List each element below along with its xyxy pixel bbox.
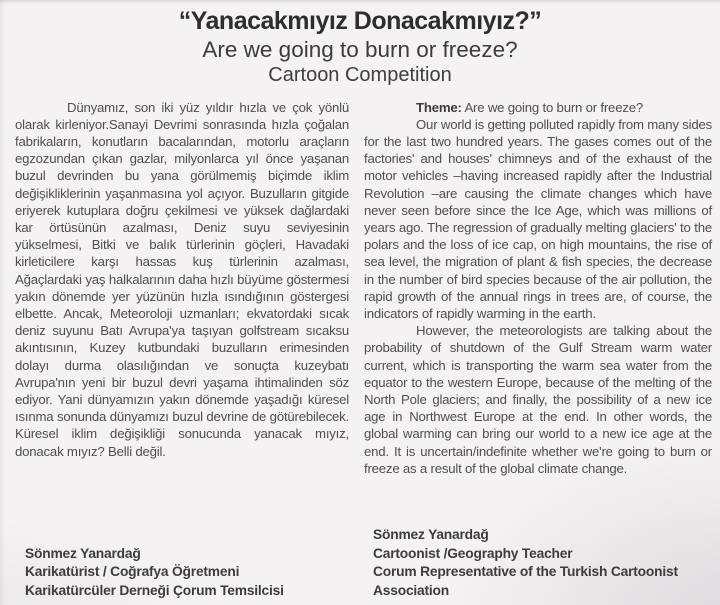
- turkish-paragraph: Dünyamız, son iki yüz yıldır hızla ve çok yönlü olarak kirleniyor.Sanayi Devrimi sonrasında hızla çoğalan fabrikaların, konutların bacalarından, motorlu araçların egzozundan çıkan gazlar, milyonlarca yıl önce yaşanan buzul devrinden bu yana görülmemiş biçimde iklim değişikliklerinin yaşanmasına yol açıyor. Buzulların gitgide eriyerek kutuplara doğru çekilmesi ve yüksek dağlardaki kar örtüsünün azalması, Deniz suyu seviyesinin yükselmesi, Bitki ve balık türlerinin göçleri, Havadaki kirleticilere karşı hassas kuş türlerinin azalması, Ağaçlardaki yaş halkalarının daha hızlı büyüme göstermesi yakın dönemde yer yüzünün hızla ısındığının göstergesi elbette. Ancak, Meteoroloji uzmanları; ekvatordaki sıcak deniz suyunu Batı Avrupa'ya taşıyan golfstream sıcaksu akıntısının, Kuzey kutbundaki buzulların erimesinden dolayı durma olasılığından ve sonuçta kuzeybatı Avrupa'nın yeni bir buzul devri yaşama ihtimalinden söz ediyor. Yani dünyamızın yakın dönemde yaşadığı küresel ısınma sonunda dünyamızı buzul devrine de götürebilecek. Küresel iklim değişikliği sonucunda yanacak mıyız, donacak mıyız? Belli değil.: [15, 99, 349, 459]
- signature-name: Sönmez Yanardağ: [25, 545, 141, 561]
- signatures: [0, 526, 720, 600]
- signature-role: Cartoonist /Geography Teacher: [373, 545, 573, 561]
- two-column-body: [0, 87, 720, 477]
- title-turkish: “Yanacakmıyız Donacakmıyız?”: [178, 7, 542, 35]
- signature-turkish: [25, 545, 355, 601]
- signature-org: Corum Representative of the Turkish Cartoonist Association: [373, 564, 678, 598]
- signature-role: Karikatürist / Coğrafya Öğretmeni: [25, 564, 240, 579]
- header: [0, 0, 720, 87]
- theme-text: Are we going to burn or freeze?: [464, 99, 643, 115]
- english-paragraph-1: Our world is getting polluted rapidly from many sides for the last two hundred years. The gases comes out of the factories' and houses' chimneys and of the exhaust of the motor vehicles –having increased rapidly after the Industrial Revolution –are causing the climate changes which have never seen before since the Ice Age, which was millions of years ago. The regression of gradually melting glaciers' to the polars and the loss of ice cap, on high mountains, the rise of sea level, the migration of plant & fish species, the decrease in the number of bird species because of the air pollution, the rapid growth of the annual rings in trees are, of course, the indicators of rapidly warming in the earth.: [364, 116, 712, 322]
- english-paragraph-2: However, the meteorologists are talking about the probability of shutdown of the Gulf Stream warm water current, which is transporting the warm sea water from the equator to the western Europe, because of the melting of the North Pole glaciers; and finally, the possibility of a new ice age in Northwest Europe at the end. In other words, the global warming can bring our world to a new ice age at the end. It is uncertain/indefinite whether we're going to burn or freeze as a result of the global climate change.: [364, 323, 712, 476]
- theme-label: Theme:: [416, 99, 462, 115]
- turkish-column: [15, 99, 349, 477]
- english-column: [364, 99, 712, 477]
- signature-name: Sönmez Yanardağ: [373, 527, 489, 542]
- theme-line: [364, 99, 712, 116]
- title-english: Are we going to burn or freeze?: [202, 36, 518, 62]
- signature-english: [373, 526, 720, 600]
- signature-org: Karikatürcüler Derneği Çorum Temsilcisi: [25, 582, 284, 598]
- subtitle-cartoon-competition: Cartoon Competition: [268, 63, 452, 86]
